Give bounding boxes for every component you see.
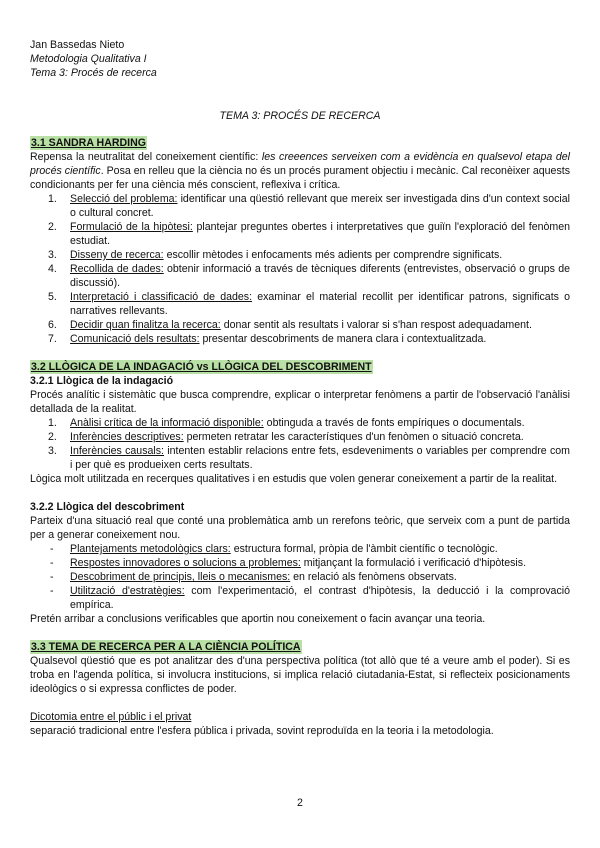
section-heading: 3.1 SANDRA HARDING	[31, 137, 146, 149]
paragraph: Pretén arribar a conclusions verificables que aportin nou coneixement o facin avançar una teoria.	[30, 613, 486, 625]
item-number: 5.	[48, 291, 57, 303]
document-header	[30, 38, 157, 80]
list-item	[30, 318, 570, 332]
item-number: 4.	[48, 263, 57, 275]
list-item	[30, 556, 570, 570]
list-item	[30, 542, 570, 556]
item-term: Descobriment de principis, lleis o mecanismes:	[70, 571, 291, 583]
item-term: Recollida de dades:	[70, 263, 164, 275]
paragraph: Procés analític i sistemàtic que busca comprendre, explicar o interpretar fenòmens a partir de l'observació l'anàlisi detallada de la realitat.	[30, 389, 570, 415]
item-number: 1.	[48, 193, 57, 205]
item-term: Plantejaments metodològics clars:	[70, 543, 231, 555]
item-term: Inferències descriptives:	[70, 431, 184, 443]
list-item	[30, 290, 570, 318]
steps-list	[30, 192, 570, 346]
item-number: 2.	[48, 221, 57, 233]
inquiry-list	[30, 416, 570, 472]
list-item	[30, 332, 570, 346]
section-intro	[30, 150, 570, 192]
item-text: intenten establir relacions entre fets, esdeveniments o variables per comprendre com i per què es produeixen certs resultats.	[70, 445, 570, 471]
item-text: presentar descobriments de manera clara i contextualitzada.	[199, 333, 487, 345]
item-text: obtenir informació a través de tècniques diferents (entrevistes, observació o grups de discussió).	[70, 263, 570, 289]
item-number: 3.	[48, 445, 57, 457]
paragraph: Lògica molt utilitzada en recerques qualitatives i en estudis que volen generar coneixement a partir de la realitat.	[30, 473, 558, 485]
item-bullet: -	[50, 543, 54, 555]
section-heading: 3.2 LLÒGICA DE LA INDAGACIÓ vs LLÒGICA DEL DESCOBRIMENT	[31, 361, 372, 373]
item-text: com l'experimentació, el contrast d'hipòtesis, la deducció i la comprovació empírica.	[70, 585, 570, 611]
paragraph: separació tradicional entre l'esfera pública i privada, sovint reproduïda en la teoria i la metodologia.	[30, 725, 494, 737]
list-item	[30, 192, 570, 220]
section-heading: 3.3 TEMA DE RECERCA PER A LA CIÈNCIA POLÍTICA	[31, 641, 301, 653]
section-3-1	[30, 136, 570, 346]
item-text: donar sentit als resultats i valorar si s'han respost adequadament.	[220, 319, 532, 331]
item-text: escollir mètodes i enfocaments més adients per comprendre significats.	[163, 249, 503, 261]
list-item	[30, 430, 570, 444]
item-text: mitjançant la formulació i verificació d'hipòtesis.	[300, 557, 527, 569]
list-item	[30, 262, 570, 290]
course-name: Metodologia Qualitativa I	[30, 53, 147, 65]
item-term: Decidir quan finalitza la recerca:	[70, 319, 221, 331]
intro-text-cont: . Posa en relleu que la ciència no és un procés purament objectiu i mecànic. Cal reconèixer aquests condicionants per fer una ciència més conscient, reflexiva i crítica.	[30, 165, 570, 191]
page-number: 2	[297, 797, 303, 809]
item-bullet: -	[50, 557, 54, 569]
item-text: obtinguda a través de fonts empíriques o documentals.	[263, 417, 525, 429]
item-term: Selecció del problema:	[70, 193, 178, 205]
subsection-heading: Dicotomia entre el públic i el privat	[30, 711, 192, 723]
subsection-heading: 3.2.2 Llògica del descobriment	[30, 501, 185, 513]
item-number: 6.	[48, 319, 57, 331]
item-term: Utilització d'estratègies:	[70, 585, 185, 597]
paragraph: Qualsevol qüestió que es pot analitzar des d'una perspectiva política (tot allò que té a veure amb el poder). Si es troba en l'agenda política, si involucra institucions, si implica relació ciutadania-Estat, si reflecteix posicionaments ideològics o si expressa conflictes de poder.	[30, 655, 570, 695]
list-item	[30, 220, 570, 248]
item-text: estructura formal, pròpia de l'àmbit científic o tecnològic.	[230, 543, 498, 555]
subsection-heading: 3.2.1 Llògica de la indagació	[30, 375, 174, 387]
item-text: en relació als fenòmens observats.	[290, 571, 457, 583]
section-3-3	[30, 640, 570, 738]
discovery-list	[30, 542, 570, 612]
item-term: Comunicació dels resultats:	[70, 333, 200, 345]
item-term: Disseny de recerca:	[70, 249, 164, 261]
item-text: examinar el material recollit per identificar patrons, significats o narratives rellevants.	[70, 291, 570, 317]
list-item	[30, 444, 570, 472]
item-number: 7.	[48, 333, 57, 345]
spacer	[30, 696, 570, 710]
document-body	[30, 136, 570, 738]
topic-name: Tema 3: Procés de recerca	[30, 67, 157, 79]
item-number: 1.	[48, 417, 57, 429]
item-text: identificar una qüestió rellevant que mereix ser investigada dins d'un context social o cultural concret.	[70, 193, 570, 219]
item-number: 2.	[48, 431, 57, 443]
item-term: Formulació de la hipòtesi:	[70, 221, 193, 233]
spacer	[30, 626, 570, 640]
list-item	[30, 248, 570, 262]
item-text: plantejar preguntes obertes i interpretatives que guiïn l'exploració del fenòmen estudiat.	[70, 221, 570, 247]
item-bullet: -	[50, 585, 54, 597]
paragraph: Parteix d'una situació real que conté una problemàtica amb un rerefons teòric, que serveix com a punt de partida per a generar coneixement nou.	[30, 515, 570, 541]
list-item	[30, 416, 570, 430]
list-item	[30, 570, 570, 584]
item-number: 3.	[48, 249, 57, 261]
intro-emphasis: les creeences serveixen com a evidència en qualsevol etapa del procés científic	[30, 151, 570, 177]
spacer	[30, 346, 570, 360]
item-bullet: -	[50, 571, 54, 583]
section-3-2	[30, 360, 570, 626]
item-term: Respostes innovadores o solucions a problemes:	[70, 557, 301, 569]
item-term: Interpretació i classificació de dades:	[70, 291, 253, 303]
item-term: Inferències causals:	[70, 445, 164, 457]
item-text: permeten retratar les característiques d'un fenòmen o situació concreta.	[183, 431, 524, 443]
spacer	[30, 486, 570, 500]
author-name: Jan Bassedas Nieto	[30, 39, 125, 51]
item-term: Anàlisi crítica de la informació disponible:	[70, 417, 264, 429]
intro-text: Repensa la neutralitat del coneixement científic:	[30, 151, 262, 163]
page-title: TEMA 3: PROCÉS DE RECERCA	[219, 110, 381, 122]
list-item	[30, 584, 570, 612]
